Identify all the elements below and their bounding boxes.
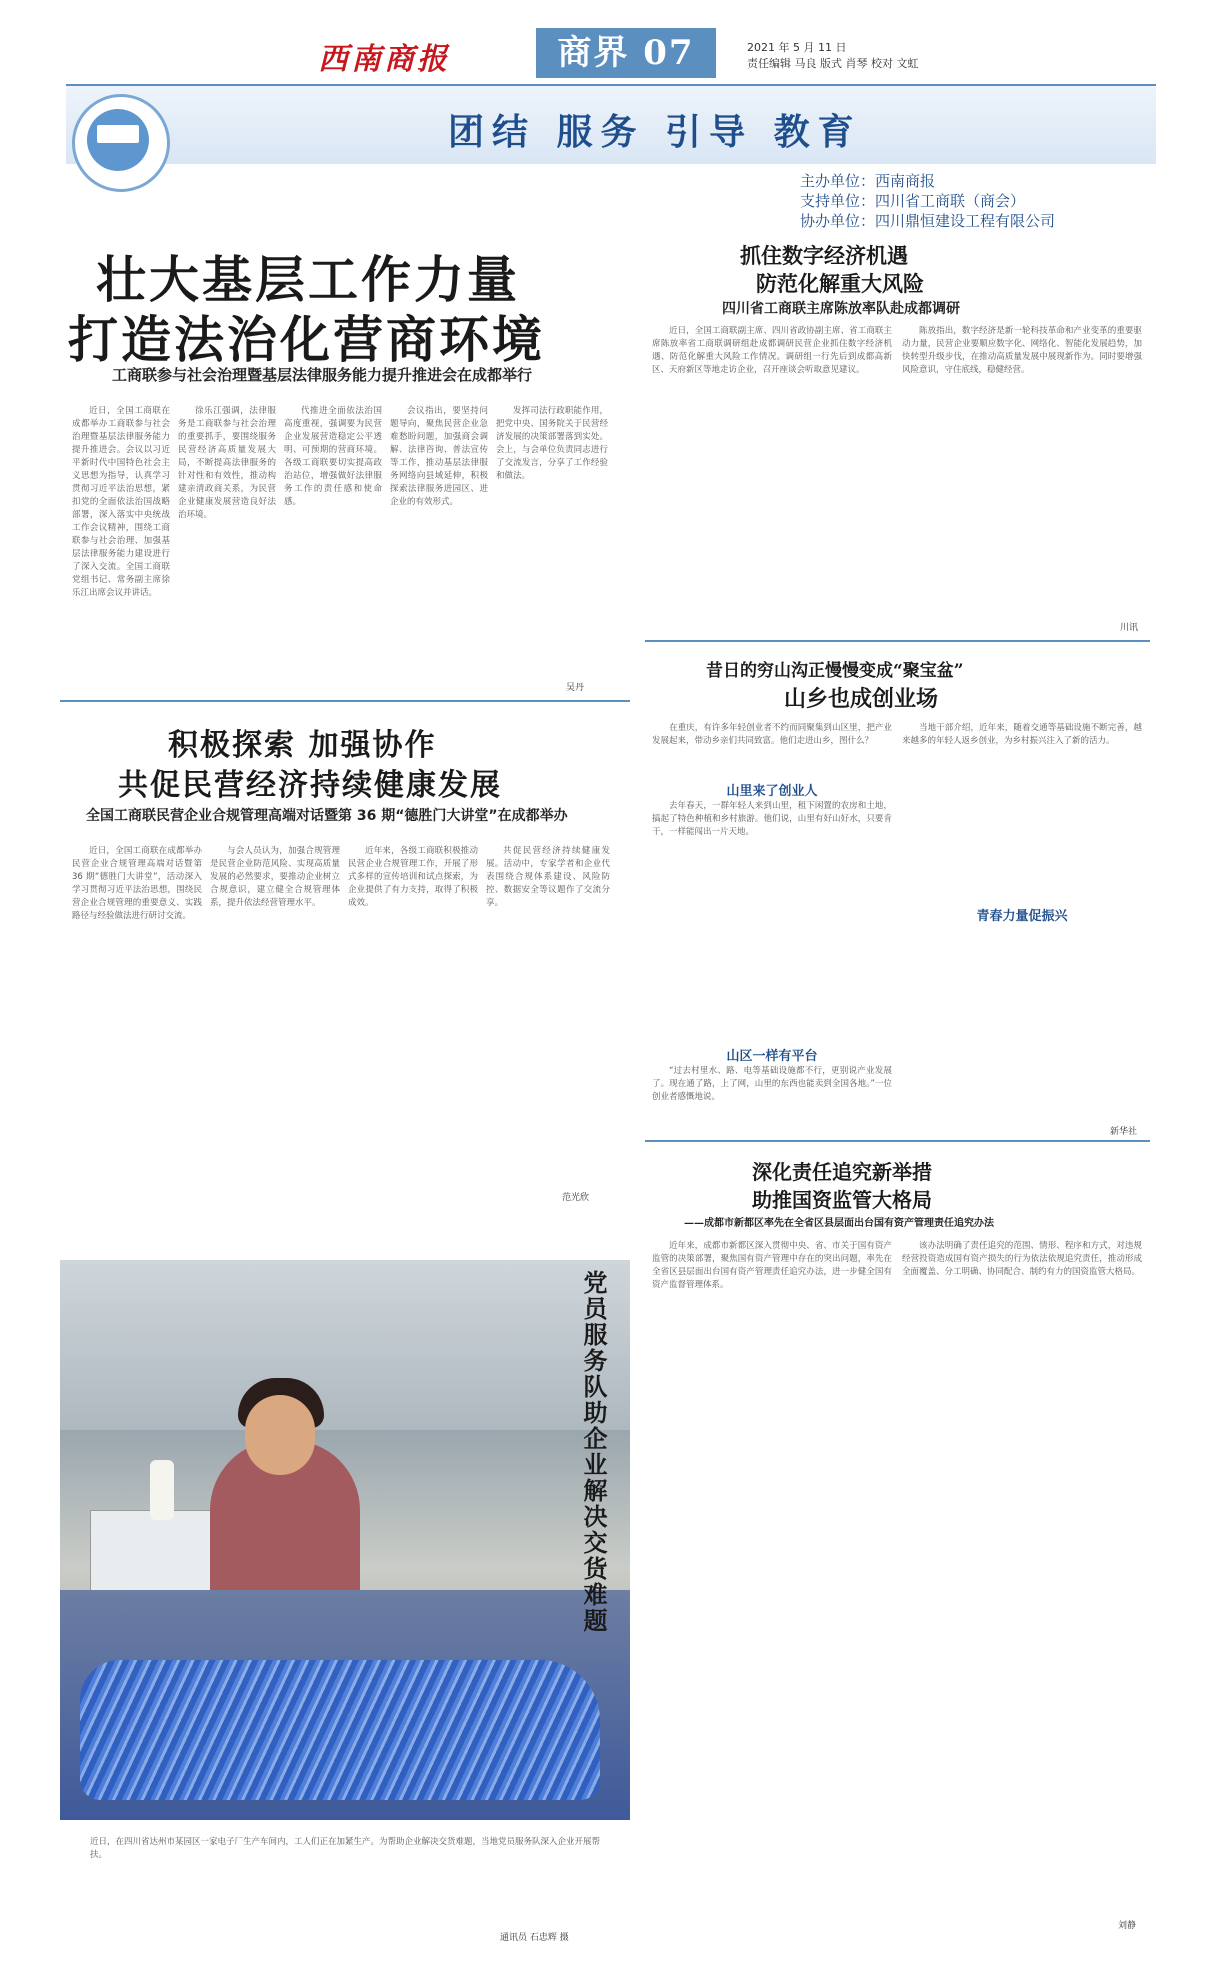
article4-section-head: 山区一样有平台 [726,1049,818,1064]
article2-byline: 范光欣 [562,1193,590,1203]
sponsor-host: 主办单位：西南商报 [800,172,936,190]
divider [645,1140,1150,1142]
article3-byline: 川讯 [1120,623,1139,633]
page-section-label: 商界 07 [536,28,716,78]
masthead-info [747,40,918,72]
article3-column: 陈放指出，数字经济是新一轮科技革命和产业变革的重要驱动力量，民营企业要顺应数字化、网络化、智能化发展趋势，加快转型升级步伐，在推动高质量发展中展现新作为。同时要增强风险意识，守住底线，稳健经营。 [902,326,1142,375]
article2-title-line1: 积极探索 加强协作 [168,728,437,763]
article3-title-line1: 抓住数字经济机遇 [740,243,908,268]
issue-date: 2021 年 5 月 11 日 [747,41,847,54]
article2-column: 与会人员认为，加强合规管理是民营企业防范风险、实现高质量发展的必然要求，要推动企业树立合规意识，建立健全合规管理体系，提升依法经营管理水平。 [210,846,340,908]
article4-title-line1: 昔日的穷山沟正慢慢变成“聚宝盆” [706,661,964,681]
article5-title-line2: 助推国资监管大格局 [752,1188,932,1212]
article4-byline: 新华社 [1110,1127,1138,1137]
article5-title-line1: 深化责任追究新举措 [752,1160,932,1184]
divider [645,640,1150,642]
article2-title-line2: 共促民营经济持续健康发展 [118,768,502,803]
article5-column: 近年来，成都市新都区深入贯彻中央、省、市关于国有资产监管的决策部署，聚焦国有资产管理中存在的突出问题，率先在全省区县层面出台国有资产管理责任追究办法，进一步健全国有资产监督管理体系。 [652,1241,892,1290]
article4-column: “过去村里水、路、电等基础设施都不行，更别说产业发展了。现在通了路，上了网，山里的东西也能卖到全国各地。”一位创业者感慨地说。 [652,1066,892,1102]
article1-column: 徐乐江强调，法律服务是工商联参与社会治理的重要抓手，要围绕服务民营经济高质量发展大局，不断提高法律服务的针对性和有效性，推动构建亲清政商关系，为民营企业健康发展营造良好法治环境。 [178,406,276,520]
article4-section-head: 山里来了创业人 [726,784,818,799]
article3-title-line2: 防范化解重大风险 [756,271,924,296]
slogan: 团结 服务 引导 教育 [448,111,862,153]
article4-title-line2: 山乡也成创业场 [784,686,939,712]
article2-column: 近年来，各级工商联积极推动民营企业合规管理工作，开展了形式多样的宣传培训和试点探索，为企业提供了有力支持，取得了积极成效。 [348,846,478,908]
article1-column: 发挥司法行政职能作用，把党中央、国务院关于民营经济发展的决策部署落到实处。会上，与会单位负责同志进行了交流发言，分享了工作经验和做法。 [496,406,608,481]
photo-caption: 近日，在四川省达州市某园区一家电子厂生产车间内，工人们正在加紧生产。为帮助企业解决交货难题，当地党员服务队深入企业开展帮扶。 [90,1837,601,1860]
article1-title-line2: 打造法治化营商环境 [68,310,545,369]
photo-byline: 通讯员 石忠辉 摄 [500,1933,569,1943]
article4-lead: 在重庆，有许多年轻创业者不约而同聚集到山区里，把产业发展起来，带动乡亲们共同致富。他们走进山乡，图什么？ [652,723,892,746]
article1-subtitle: 工商联参与社会治理暨基层法律服务能力提升推进会在成都举行 [112,366,533,384]
newspaper-logo: 西南商报 [318,42,450,77]
sponsor-co: 协办单位：四川鼎恒建设工程有限公司 [800,212,1056,230]
article4-column: 去年春天，一群年轻人来到山里，租下闲置的农房和土地，搞起了特色种植和乡村旅游。他们说，山里有好山好水，只要肯干，一样能闯出一片天地。 [652,801,892,837]
photo-vertical-title: 党员服务队助企业解决交货难题 [579,1270,608,1634]
chamber-emblem-icon [72,94,170,192]
article3-subtitle: 四川省工商联主席陈放率队赴成都调研 [722,301,960,317]
factory-photo [60,1260,630,1820]
article5-byline: 刘静 [1118,1921,1137,1931]
article1-title-line1: 壮大基层工作力量 [96,250,520,309]
article4-section-head: 青春力量促振兴 [976,909,1068,924]
article4-column: 当地干部介绍，近年来，随着交通等基础设施不断完善，越来越多的年轻人返乡创业，为乡村振兴注入了新的活力。 [902,723,1142,746]
article5-subtitle: ——成都市新都区率先在全省区县层面出台国有资产管理责任追究办法 [684,1218,994,1229]
article1-column: 会议指出，要坚持问题导向，聚焦民营企业急难愁盼问题，加强商会调解、法律咨询、普法宣传等工作，推动基层法律服务网络向县域延伸，积极探索法律服务进园区、进企业的有效形式。 [390,406,488,507]
article1-byline: 吴丹 [566,683,585,693]
divider [60,700,630,702]
article3-column: 近日，全国工商联副主席、四川省政协副主席、省工商联主席陈放率省工商联调研组赴成都调研民营企业抓住数字经济机遇、防范化解重大风险工作情况。调研组一行先后到成都高新区、天府新区等地走访企业，召开座谈会听取意见建议。 [652,326,892,375]
sponsor-support: 支持单位：四川省工商联（商会） [800,192,1026,210]
article1-column: 代推进全面依法治国高度重视，强调要为民营企业发展营造稳定公平透明、可预期的营商环境。各级工商联要切实提高政治站位，增强做好法律服务工作的责任感和使命感。 [284,406,382,507]
article2-column: 共促民营经济持续健康发展。活动中，专家学者和企业代表围绕合规体系建设、风险防控、数据安全等议题作了交流分享。 [486,846,610,908]
article1-column: 近日，全国工商联在成都举办工商联参与社会治理暨基层法律服务能力提升推进会。会议以习近平新时代中国特色社会主义思想为指导，认真学习贯彻习近平法治思想，紧扣党的全面依法治国战略部署，深入落实中央统战工作会议精神，围绕工商联参与社会治理、加强基层法律服务能力建设进行了深入交流。全国工商联党组书记、常务副主席徐乐江出席会议并讲话。 [72,406,170,598]
article5-column: 该办法明确了责任追究的范围、情形、程序和方式，对违规经营投资造成国有资产损失的行为依法依规追究责任，推动形成全面覆盖、分工明确、协同配合、制约有力的国资监管大格局。 [902,1241,1142,1277]
article2-subtitle: 全国工商联民营企业合规管理高端对话暨第 36 期“德胜门大讲堂”在成都举办 [86,808,568,824]
editor-credits: 责任编辑 马良 版式 肖琴 校对 文虹 [747,57,919,70]
article2-column: 近日，全国工商联在成都举办民营企业合规管理高端对话暨第 36 期“德胜门大讲堂”，活动深入学习贯彻习近平法治思想，围绕民营企业合规管理的重要意义、实践路径与经验做法进行研讨交流。 [72,846,202,921]
